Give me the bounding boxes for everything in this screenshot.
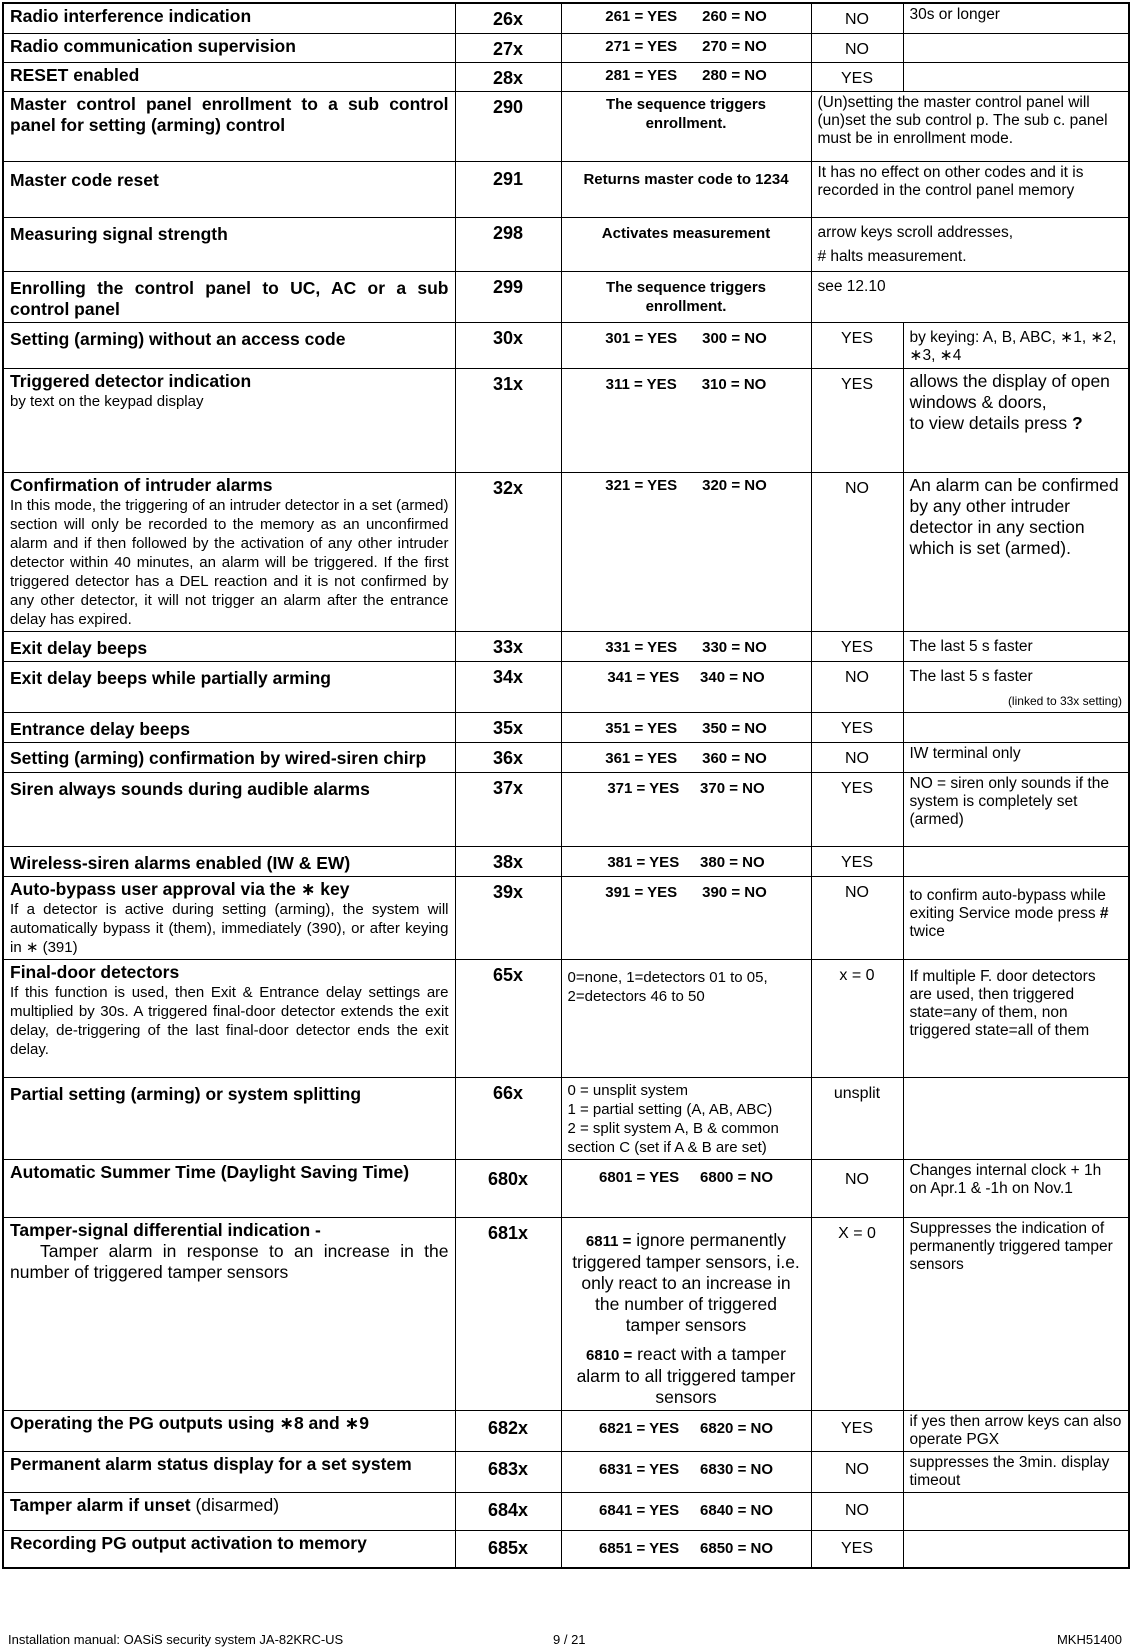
code-cell: 32x [455, 472, 561, 631]
table-row [3, 742, 1129, 772]
code-cell: 37x [455, 772, 561, 846]
default-cell: YES [811, 1530, 903, 1568]
default-cell: X = 0 [811, 1217, 903, 1410]
code-cell: 683x [455, 1451, 561, 1492]
note-cell [903, 62, 1129, 91]
values-cell: 361 = YES 360 = NO [561, 742, 811, 772]
code-cell: 682x [455, 1410, 561, 1451]
code-cell: 680x [455, 1159, 561, 1217]
feature-cell: Wireless-siren alarms enabled (IW & EW) [3, 846, 455, 876]
feature-cell: Radio communication supervision [3, 33, 455, 62]
note-cell: (Un)setting the master control panel will (un)set the sub control p. The sub c. panel must be in enrollment mode. [811, 91, 1129, 161]
code-cell: 66x [455, 1077, 561, 1159]
default-cell: YES [811, 631, 903, 661]
values-cell: 0 = unsplit system 1 = partial setting (A, AB, ABC) 2 = split system A, B & common section C (set if A & B are set) [561, 1077, 811, 1159]
table-row [3, 846, 1129, 876]
values-cell: 261 = YES 260 = NO [561, 3, 811, 33]
table-row [3, 1077, 1129, 1159]
default-cell: NO [811, 661, 903, 712]
settings-table [2, 2, 1130, 1569]
feature-cell: Operating the PG outputs using ∗8 and ∗9 [3, 1410, 455, 1451]
note-cell [903, 33, 1129, 62]
feature-cell: Auto-bypass user approval via the ∗ key If a detector is active during setting (arming), the system will automatically bypass it (them), immediately (390), or after keying in ∗ (391) [3, 876, 455, 959]
code-cell: 39x [455, 876, 561, 959]
values-cell: 381 = YES 380 = NO [561, 846, 811, 876]
table-row [3, 368, 1129, 472]
default-cell: YES [811, 772, 903, 846]
feature-cell: Master code reset [3, 161, 455, 217]
code-cell: 38x [455, 846, 561, 876]
table-row [3, 1410, 1129, 1451]
default-cell: NO [811, 3, 903, 33]
values-cell: 311 = YES 310 = NO [561, 368, 811, 472]
feature-cell: Final-door detectors If this function is used, then Exit & Entrance delay settings are multiplied by 30s. A triggered final-door detector extends the exit delay, de-triggering of the last final-door detector ends the exit delay. [3, 959, 455, 1077]
note-cell: Changes internal clock + 1h on Apr.1 & -1h on Nov.1 [903, 1159, 1129, 1217]
default-cell: YES [811, 368, 903, 472]
feature-cell: Setting (arming) without an access code [3, 322, 455, 368]
code-cell: 681x [455, 1217, 561, 1410]
page-number: 9 / 21 [553, 1632, 586, 1647]
table-row [3, 661, 1129, 712]
table-row [3, 631, 1129, 661]
table-row [3, 217, 1129, 271]
table-row [3, 472, 1129, 631]
code-cell: 36x [455, 742, 561, 772]
note-cell: see 12.10 [811, 271, 1129, 322]
feature-cell: RESET enabled [3, 62, 455, 91]
default-cell: NO [811, 1159, 903, 1217]
feature-cell: Recording PG output activation to memory [3, 1530, 455, 1568]
note-cell: Suppresses the indication of permanently triggered tamper sensors [903, 1217, 1129, 1410]
default-cell: unsplit [811, 1077, 903, 1159]
values-cell: 331 = YES 330 = NO [561, 631, 811, 661]
values-cell: 6811 = ignore permanently triggered tamper sensors, i.e. only react to an increase in the number of triggered tamper sensors 6810 = react with a tamper alarm to all triggered tamper sensors [561, 1217, 811, 1410]
code-cell: 30x [455, 322, 561, 368]
code-cell: 26x [455, 3, 561, 33]
code-cell: 298 [455, 217, 561, 271]
code-cell: 34x [455, 661, 561, 712]
feature-cell: Exit delay beeps [3, 631, 455, 661]
code-cell: 28x [455, 62, 561, 91]
values-cell: 6821 = YES 6820 = NO [561, 1410, 811, 1451]
note-cell: An alarm can be confirmed by any other intruder detector in any section which is set (armed). [903, 472, 1129, 631]
feature-cell: Permanent alarm status display for a set system [3, 1451, 455, 1492]
code-cell: 685x [455, 1530, 561, 1568]
feature-cell: Radio interference indication [3, 3, 455, 33]
code-cell: 35x [455, 712, 561, 742]
note-cell: allows the display of open windows & doors, to view details press ? [903, 368, 1129, 472]
note-cell: suppresses the 3min. display timeout [903, 1451, 1129, 1492]
note-cell: It has no effect on other codes and it is recorded in the control panel memory [811, 161, 1129, 217]
values-cell: 301 = YES 300 = NO [561, 322, 811, 368]
table-row [3, 1451, 1129, 1492]
values-cell: 371 = YES 370 = NO [561, 772, 811, 846]
default-cell: YES [811, 712, 903, 742]
feature-cell: Automatic Summer Time (Daylight Saving Time) [3, 1159, 455, 1217]
table-row [3, 1217, 1129, 1410]
values-cell: Returns master code to 1234 [561, 161, 811, 217]
values-cell: The sequence triggers enrollment. [561, 91, 811, 161]
note-cell: IW terminal only [903, 742, 1129, 772]
feature-cell: Siren always sounds during audible alarms [3, 772, 455, 846]
note-cell [903, 1492, 1129, 1530]
table-row [3, 3, 1129, 33]
feature-cell: Confirmation of intruder alarms In this mode, the triggering of an intruder detector in a set (armed) section will only be recorded to the memory as an unconfirmed alarm and if then followed by the activation of any other intruder detector within 40 minutes, an alarm will be triggered. If the first triggered detector has a DEL reaction and it is not confirmed by any other detector, it will not trigger an alarm after the entrance delay has expired. [3, 472, 455, 631]
values-cell: 6831 = YES 6830 = NO [561, 1451, 811, 1492]
feature-cell: Partial setting (arming) or system splitting [3, 1077, 455, 1159]
values-cell: 341 = YES 340 = NO [561, 661, 811, 712]
table-row [3, 876, 1129, 959]
feature-cell: Triggered detector indication by text on the keypad display [3, 368, 455, 472]
default-cell: NO [811, 33, 903, 62]
feature-cell: Exit delay beeps while partially arming [3, 661, 455, 712]
code-cell: 684x [455, 1492, 561, 1530]
code-cell: 33x [455, 631, 561, 661]
note-cell: If multiple F. door detectors are used, then triggered state=any of them, non triggered state=all of them [903, 959, 1129, 1077]
table-row [3, 1159, 1129, 1217]
note-cell: by keying: A, B, ABC, ∗1, ∗2, ∗3, ∗4 [903, 322, 1129, 368]
code-cell: 65x [455, 959, 561, 1077]
values-cell: 391 = YES 390 = NO [561, 876, 811, 959]
table-row [3, 322, 1129, 368]
code-cell: 27x [455, 33, 561, 62]
feature-cell: Tamper-signal differential indication - Tamper alarm in response to an increase in the number of triggered tamper sensors [3, 1217, 455, 1410]
code-cell: 291 [455, 161, 561, 217]
values-cell: 271 = YES 270 = NO [561, 33, 811, 62]
table-row [3, 1530, 1129, 1568]
feature-cell: Entrance delay beeps [3, 712, 455, 742]
feature-cell: Master control panel enrollment to a sub control panel for setting (arming) control [3, 91, 455, 161]
table-row [3, 161, 1129, 217]
note-cell: NO = siren only sounds if the system is completely set (armed) [903, 772, 1129, 846]
table-row [3, 91, 1129, 161]
values-cell: 6841 = YES 6840 = NO [561, 1492, 811, 1530]
default-cell: NO [811, 742, 903, 772]
feature-cell: Enrolling the control panel to UC, AC or a sub control panel [3, 271, 455, 322]
table-row [3, 712, 1129, 742]
note-cell: 30s or longer [903, 3, 1129, 33]
note-cell [903, 712, 1129, 742]
footer-title: Installation manual: OASiS security system JA-82KRC-US [8, 1632, 344, 1647]
values-cell: 6801 = YES 6800 = NO [561, 1159, 811, 1217]
code-cell: 299 [455, 271, 561, 322]
table-row [3, 1492, 1129, 1530]
default-cell: NO [811, 1451, 903, 1492]
values-cell: 0=none, 1=detectors 01 to 05, 2=detectors 46 to 50 [561, 959, 811, 1077]
values-cell: 321 = YES 320 = NO [561, 472, 811, 631]
default-cell: YES [811, 1410, 903, 1451]
note-cell: if yes then arrow keys can also operate PGX [903, 1410, 1129, 1451]
values-cell: 351 = YES 350 = NO [561, 712, 811, 742]
feature-cell: Setting (arming) confirmation by wired-siren chirp [3, 742, 455, 772]
note-cell [903, 1530, 1129, 1568]
note-cell: The last 5 s faster (linked to 33x setting) [903, 661, 1129, 712]
values-cell: Activates measurement [561, 217, 811, 271]
table-row [3, 959, 1129, 1077]
table-row [3, 62, 1129, 91]
note-cell: to confirm auto-bypass while exiting Service mode press # twice [903, 876, 1129, 959]
note-cell [903, 1077, 1129, 1159]
default-cell: YES [811, 322, 903, 368]
default-cell: YES [811, 846, 903, 876]
default-cell: NO [811, 1492, 903, 1530]
feature-cell: Measuring signal strength [3, 217, 455, 271]
values-cell: 281 = YES 280 = NO [561, 62, 811, 91]
table-row [3, 33, 1129, 62]
default-cell: NO [811, 472, 903, 631]
table-row [3, 271, 1129, 322]
note-cell: arrow keys scroll addresses, # halts measurement. [811, 217, 1129, 271]
table-row [3, 772, 1129, 846]
note-cell: The last 5 s faster [903, 631, 1129, 661]
default-cell: x = 0 [811, 959, 903, 1077]
code-cell: 290 [455, 91, 561, 161]
note-cell [903, 846, 1129, 876]
values-cell: 6851 = YES 6850 = NO [561, 1530, 811, 1568]
default-cell: YES [811, 62, 903, 91]
feature-cell: Tamper alarm if unset (disarmed) [3, 1492, 455, 1530]
code-cell: 31x [455, 368, 561, 472]
values-cell: The sequence triggers enrollment. [561, 271, 811, 322]
document-code: MKH51400 [1056, 1632, 1122, 1647]
default-cell: NO [811, 876, 903, 959]
